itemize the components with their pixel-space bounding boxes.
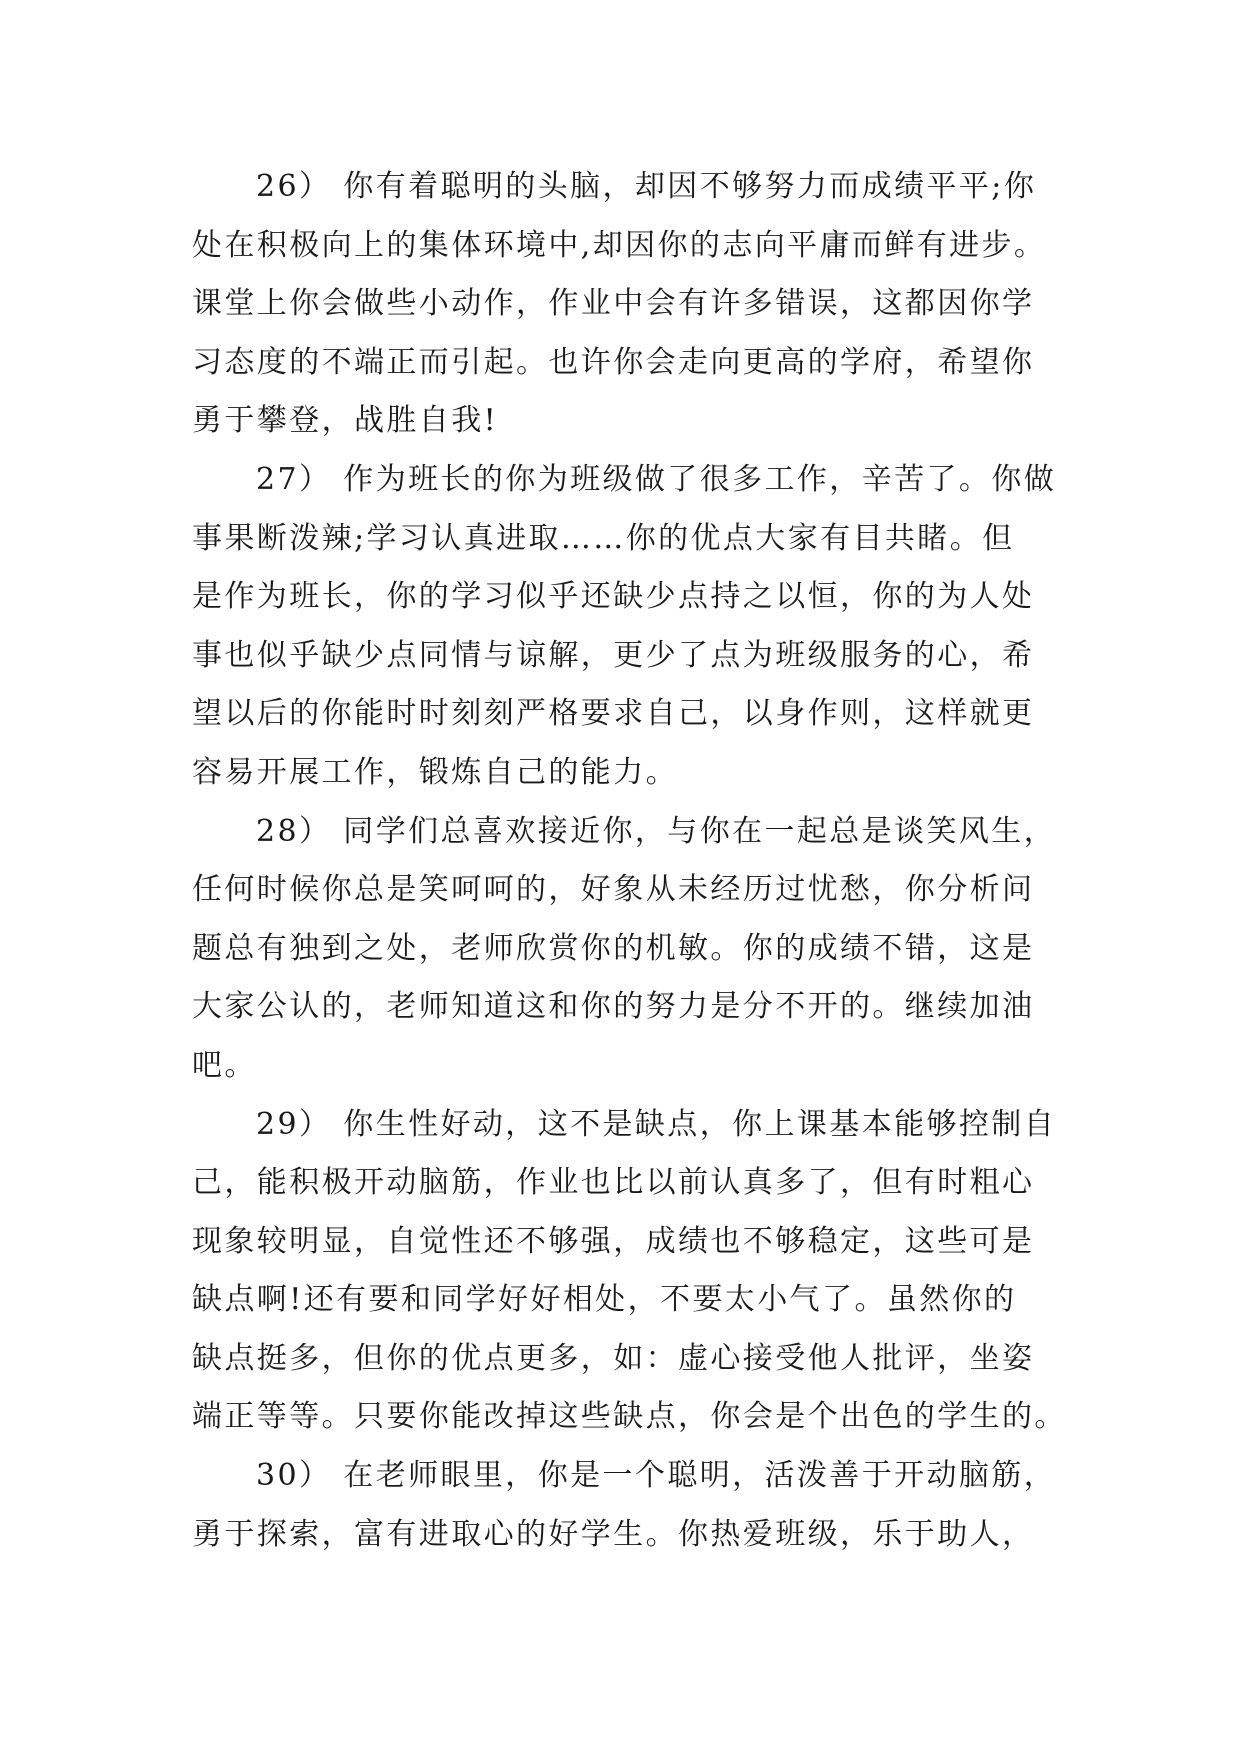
text-line: 望以后的你能时时刻刻严格要求自己，以身作则，这样就更 bbox=[192, 696, 1035, 732]
paragraph-first-line: 27） 作为班长的你为班级做了很多工作，辛苦了。你做 bbox=[256, 461, 1057, 497]
text-line: 勇于攀登，战胜自我! bbox=[192, 403, 499, 439]
text-line: 习态度的不端正而引起。也许你会走向更高的学府，希望你 bbox=[192, 344, 1035, 380]
text-line: 吧。 bbox=[192, 1047, 257, 1083]
paragraph-first-line: 26） 你有着聪明的头脑，却因不够努力而成绩平平;你 bbox=[256, 169, 1037, 204]
text-line: 己，能积极开动脑筋，作业也比以前认真多了，但有时粗心 bbox=[192, 1165, 1035, 1201]
text-line: 现象较明显，自觉性还不够强，成绩也不够稳定，这些可是 bbox=[192, 1223, 1035, 1259]
document-body bbox=[192, 158, 1092, 1564]
text-line: 事也似乎缺少点同情与谅解，更少了点为班级服务的心，希 bbox=[192, 637, 1035, 673]
text-line: 处在积极向上的集体环境中,却因你的志向平庸而鲜有进步。 bbox=[192, 227, 1047, 263]
text-line: 任何时候你总是笑呵呵的，好象从未经历过忧愁，你分析问 bbox=[192, 872, 1035, 908]
text-line: 大家公认的，老师知道这和你的努力是分不开的。继续加油 bbox=[192, 989, 1035, 1025]
text-line: 缺点啊!还有要和同学好好相处，不要太小气了。虽然你的 bbox=[192, 1282, 1017, 1318]
text-line: 题总有独到之处，老师欣赏你的机敏。你的成绩不错，这是 bbox=[192, 930, 1035, 966]
paragraph-first-line: 29） 你生性好动，这不是缺点，你上课基本能够控制自 bbox=[256, 1106, 1057, 1142]
text-line: 事果断泼辣;学习认真进取……你的优点大家有目共睹。但 bbox=[192, 520, 1015, 556]
text-line: 缺点挺多，但你的优点更多，如：虚心接受他人批评，坐姿 bbox=[192, 1340, 1035, 1376]
text-line: 是作为班长，你的学习似乎还缺少点持之以恒，你的为人处 bbox=[192, 579, 1035, 615]
text-line: 勇于探索，富有进取心的好学生。你热爱班级，乐于助人， bbox=[192, 1516, 1035, 1552]
text-line: 端正等等。只要你能改掉这些缺点，你会是个出色的学生的。 bbox=[192, 1399, 1067, 1435]
paragraph-first-line: 30） 在老师眼里，你是一个聪明，活泼善于开动脑筋， bbox=[256, 1458, 1057, 1494]
text-line: 课堂上你会做些小动作，作业中会有许多错误，这都因你学 bbox=[192, 286, 1035, 322]
text-line: 容易开展工作，锻炼自己的能力。 bbox=[192, 754, 678, 790]
paragraph-first-line: 28） 同学们总喜欢接近你，与你在一起总是谈笑风生， bbox=[256, 813, 1057, 849]
